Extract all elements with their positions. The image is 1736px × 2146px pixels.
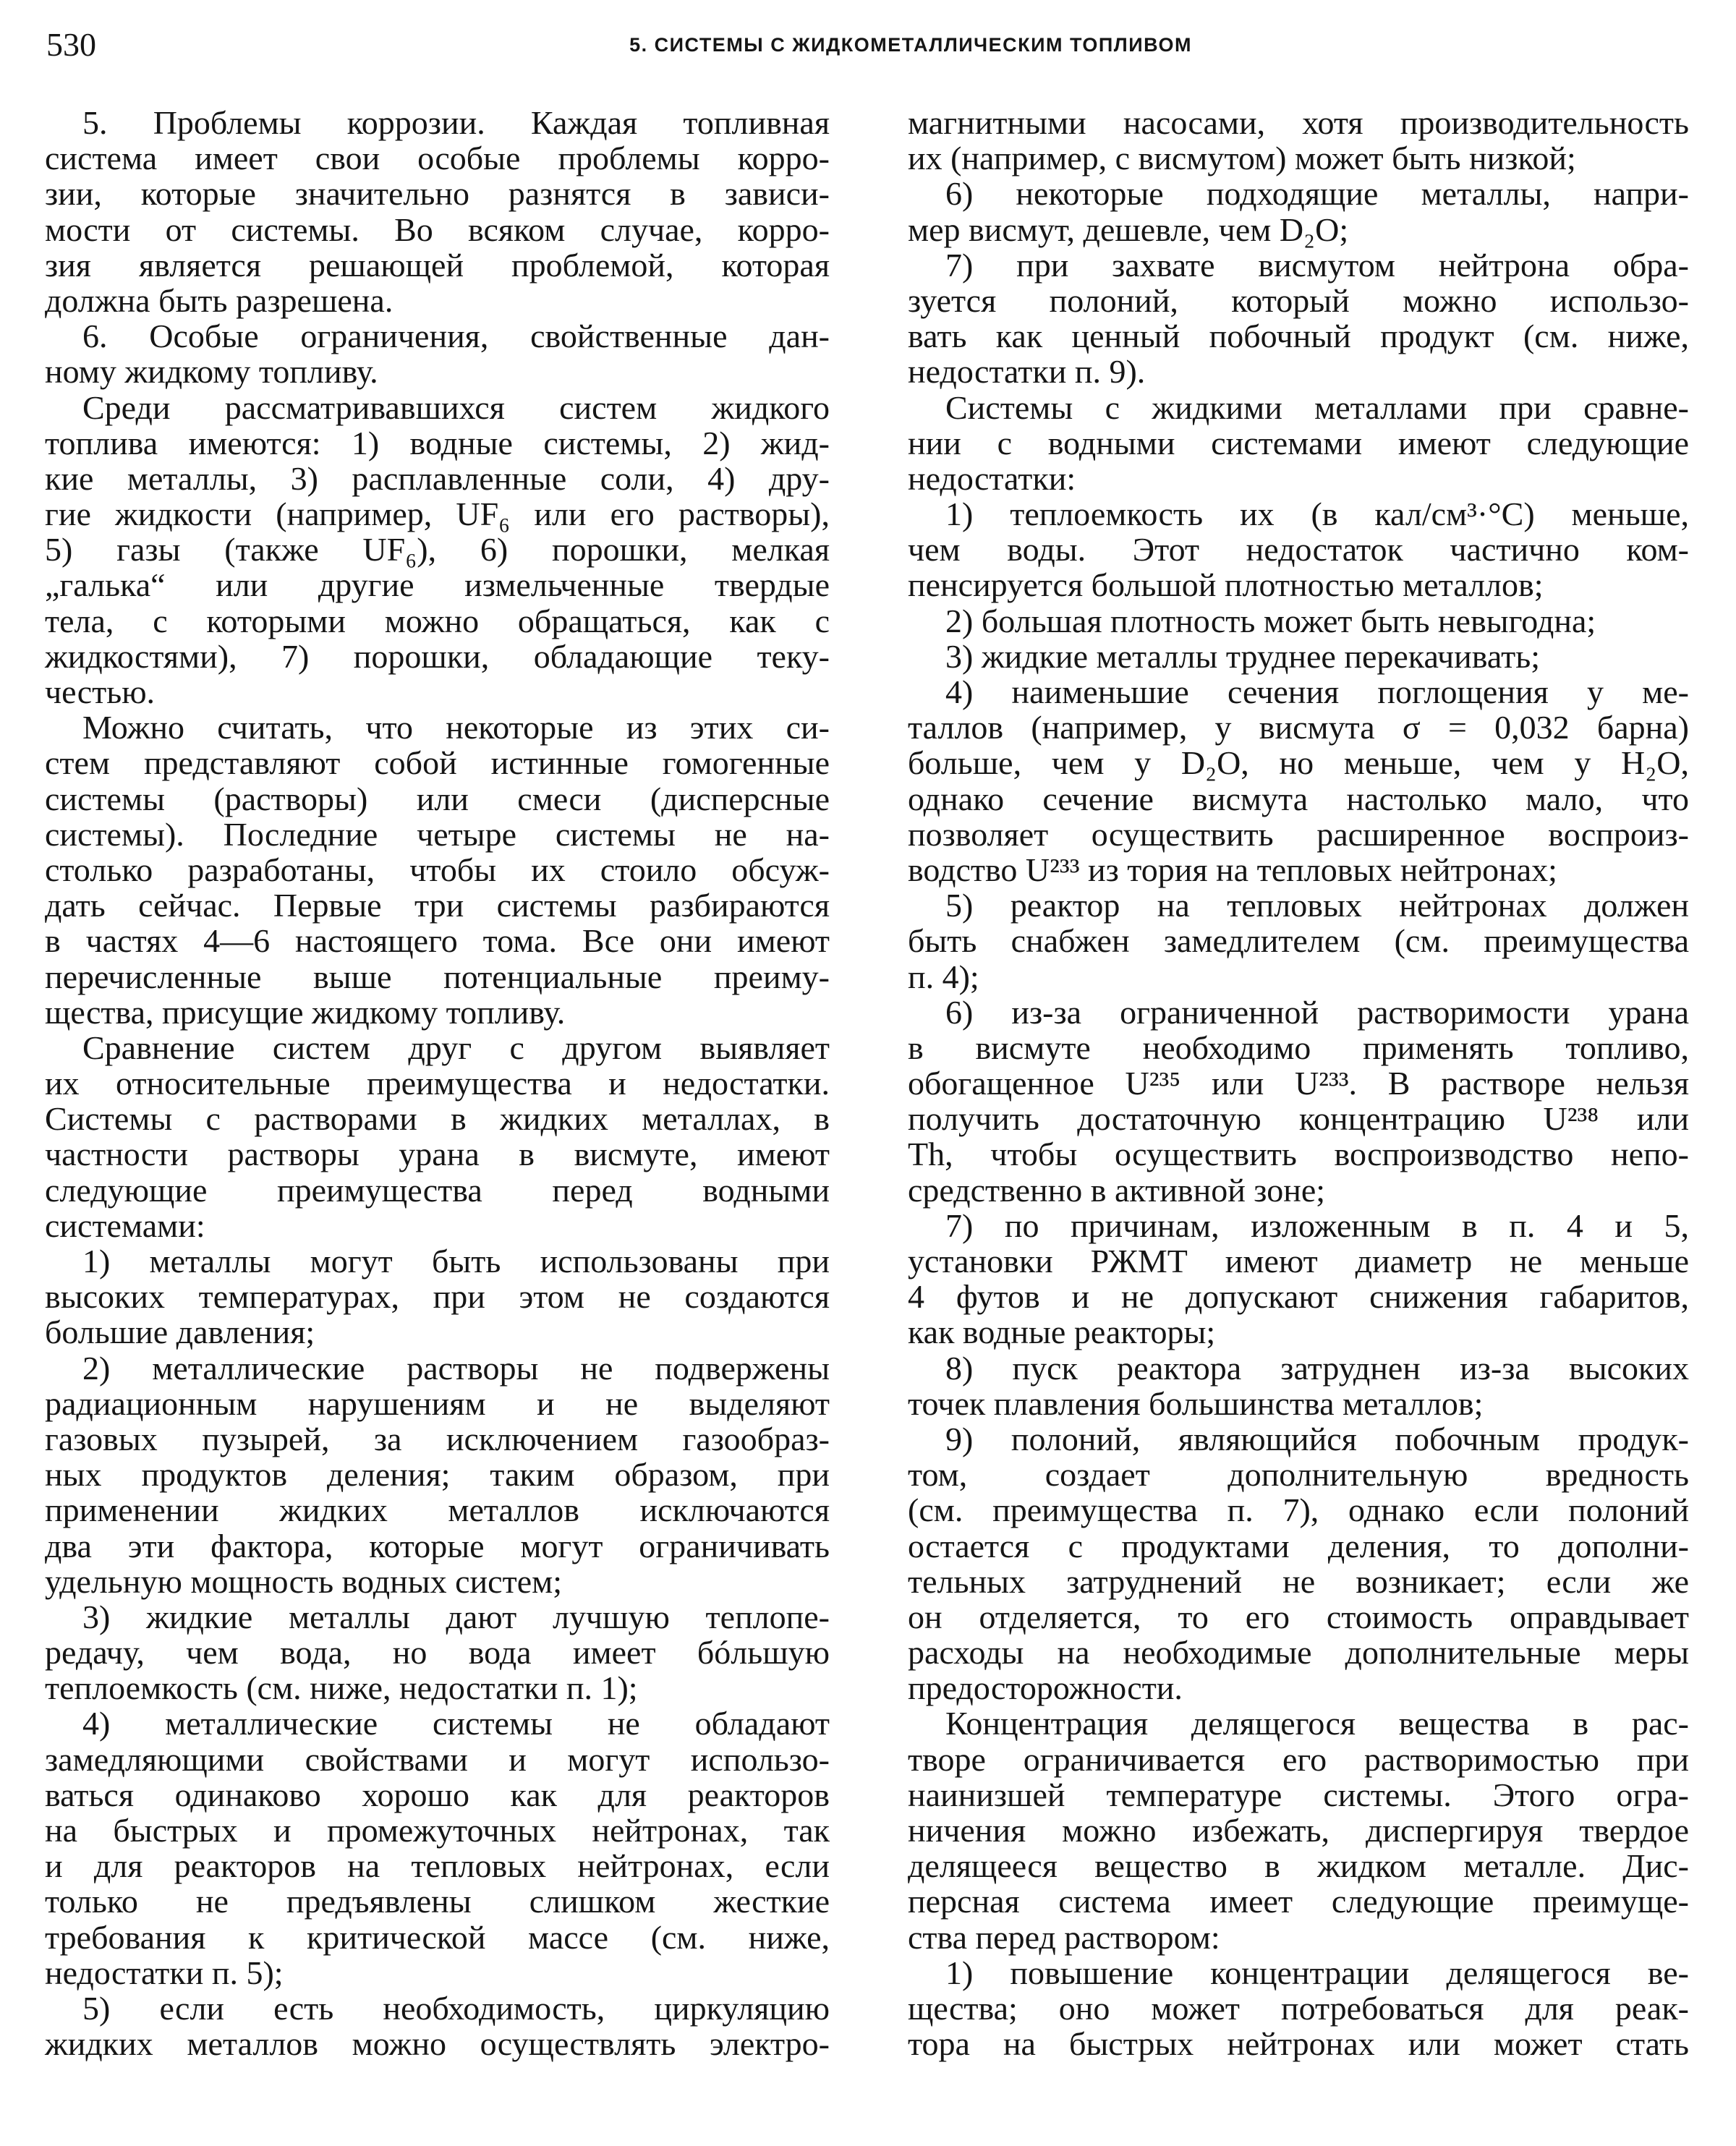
text-line: только не предъявлены слишком жесткие: [45, 1883, 830, 1920]
text-line: системы (растворы) или смеси (дисперсные: [45, 780, 830, 817]
paragraph: [908, 105, 1689, 176]
text-line: средственно в активной зоне;: [908, 1171, 1326, 1209]
right-column: [908, 105, 1689, 2061]
paragraph: [908, 887, 1689, 995]
text-line: столько разработаны, чтобы их стоило обсуж-: [45, 851, 830, 888]
text-line: ных продуктов деления; таким образом, при: [45, 1456, 830, 1494]
text-line: недостатки п. 9).: [908, 353, 1146, 391]
paragraph: [908, 176, 1689, 247]
paragraph: [45, 1350, 830, 1599]
paragraph: [908, 995, 1689, 1208]
text-line: система имеет свои особые проблемы корро-: [45, 140, 830, 177]
text-line: 4 футов и не допускают снижения габаритов,: [908, 1278, 1689, 1316]
text-line: обогащенное U²³⁵ или U²³³. В растворе нельзя: [908, 1065, 1689, 1102]
text-line: 6) из-за ограниченной растворимости урана: [945, 993, 1689, 1031]
text-line: Th, чтобы осуществить воспроизводство непо-: [908, 1136, 1689, 1173]
text-line: щества, присущие жидкому топливу.: [45, 993, 566, 1031]
page-header: [46, 23, 1688, 67]
text-line: на быстрых и промежуточных нейтронах, так: [45, 1812, 830, 1849]
text-line: установки РЖМТ имеют диаметр не меньше: [908, 1243, 1689, 1279]
text-line: недостатки:: [908, 459, 1076, 497]
text-line: жидкостями), 7) порошки, обладающие теку-: [45, 637, 830, 675]
text-line: мости от системы. Во всяком случае, корро-: [45, 210, 830, 248]
running-title: 5. СИСТЕМЫ С ЖИДКОМЕТАЛЛИЧЕСКИМ ТОПЛИВОМ: [629, 34, 1192, 56]
text-line: 1) повышение концентрации делящегося ве-: [945, 1954, 1689, 1991]
text-line: как водные реакторы;: [908, 1313, 1216, 1351]
text-line: 6. Особые ограничения, свойственные дан-: [82, 318, 830, 355]
text-line: удельную мощность водных систем;: [45, 1562, 562, 1600]
text-line: 2) металлические растворы не подвержены: [82, 1349, 830, 1387]
text-line: большие давления;: [45, 1313, 315, 1351]
paragraph: [908, 603, 1689, 639]
text-line: применении жидких металлов исключаются: [45, 1491, 830, 1529]
text-line: и для реакторов на тепловых нейтронах, если: [45, 1847, 830, 1885]
text-line: 2) большая плотность может быть невыгодна;: [945, 602, 1596, 639]
text-line: 5) если есть необходимость, циркуляцию: [82, 1989, 830, 2027]
text-line: кие металлы, 3) расплавленные соли, 4) дру-: [45, 459, 830, 497]
text-line: 6) некоторые подходящие металлы, напри-: [945, 175, 1689, 213]
left-column: [45, 105, 830, 2061]
text-line: тора на быстрых нейтронах или может стать: [908, 2025, 1689, 2063]
text-line: перечисленные выше потенциальные преиму-: [45, 958, 830, 995]
text-line: стем представляют собой истинные гомогенные: [45, 744, 830, 782]
text-line: радиационным нарушениям и не выделяют: [45, 1384, 830, 1422]
text-line: в частях 4—6 настоящего тома. Все они имеют: [45, 922, 830, 960]
text-line: теплоемкость (см. ниже, недостатки п. 1);: [45, 1669, 638, 1707]
text-line: точек плавления большинства металлов;: [908, 1384, 1484, 1422]
text-line: вать как ценный побочный продукт (см. ниже,: [908, 318, 1689, 355]
text-line: 3) жидкие металлы дают лучшую теплопе-: [82, 1598, 830, 1635]
text-line: 1) металлы могут быть использованы при: [82, 1243, 830, 1279]
text-line: в висмуте необходимо применять топливо,: [908, 1029, 1689, 1066]
text-line: таллов (например, у висмута σ = 0,032 барна): [908, 709, 1689, 746]
paragraph: [45, 390, 830, 710]
text-line: замедляющими свойствами и могут использо-: [45, 1740, 830, 1778]
paragraph: [908, 390, 1689, 497]
paragraph: [45, 1599, 830, 1706]
paragraph: [908, 1208, 1689, 1350]
paragraph: [908, 247, 1689, 390]
text-line: мер висмут, дешевле, чем D₂O;: [908, 210, 1349, 248]
page-number: 530: [46, 26, 96, 63]
paragraph: [908, 1955, 1689, 2062]
text-line: 4) наименьшие сечения поглощения у ме-: [945, 673, 1689, 710]
text-line: нии с водными системами имеют следующие: [908, 424, 1689, 461]
paragraph: [908, 1350, 1689, 1421]
text-line: 3) жидкие металлы труднее перекачивать;: [945, 637, 1540, 675]
text-line: дать сейчас. Первые три системы разбираются: [45, 887, 830, 924]
text-line: должна быть разрешена.: [45, 281, 393, 319]
paragraph: [908, 496, 1689, 603]
text-line: Концентрация делящегося вещества в рас-: [945, 1705, 1689, 1742]
text-line: тела, с которыми можно обращаться, как с: [45, 602, 830, 639]
text-line: честью.: [45, 673, 156, 710]
paragraph: [908, 674, 1689, 887]
text-line: тельных затруднений не возникает; если же: [908, 1562, 1689, 1600]
text-line: системы). Последние четыре системы не на-: [45, 815, 830, 853]
text-line: ства перед раствором:: [908, 1918, 1220, 1956]
text-line: недостатки п. 5);: [45, 1954, 284, 1991]
paragraph: [45, 105, 830, 318]
text-line: требования к критической массе (см. ниже,: [45, 1918, 830, 1956]
text-line: системами:: [45, 1206, 205, 1244]
text-line: зия является решающей проблемой, которая: [45, 246, 830, 284]
text-line: магнитными насосами, хотя производительность: [908, 104, 1689, 141]
text-line: Среди рассматривавшихся систем жидкого: [82, 388, 830, 426]
text-line: высоких температурах, при этом не создаются: [45, 1278, 830, 1316]
text-line: делящееся вещество в жидком металле. Дис-: [908, 1847, 1689, 1885]
text-line: расходы на необходимые дополнительные меры: [908, 1634, 1689, 1672]
text-line: щества; оно может потребоваться для реак-: [908, 1989, 1689, 2027]
text-line: жидких металлов можно осуществлять электро-: [45, 2025, 830, 2063]
text-line: гие жидкости (например, UF₆ или его растворы),: [45, 495, 830, 533]
text-line: 1) теплоемкость их (в кал/см³·°С) меньше,: [945, 495, 1689, 533]
text-line: 4) металлические системы не обладают: [82, 1705, 830, 1742]
text-line: редачу, чем вода, но вода имеет бóльшую: [45, 1634, 830, 1672]
text-line: 5. Проблемы коррозии. Каждая топливная: [82, 104, 830, 141]
text-line: топлива имеются: 1) водные системы, 2) жид-: [45, 424, 830, 461]
text-line: Системы с жидкими металлами при сравне-: [945, 388, 1689, 426]
paragraph: [45, 318, 830, 389]
text-line: персная система имеет следующие преимуще-: [908, 1883, 1689, 1920]
text-line: чем воды. Этот недостаток частично ком-: [908, 531, 1689, 569]
paragraph: [45, 1706, 830, 1990]
text-line: 9) полоний, являющийся побочным продук-: [945, 1420, 1689, 1457]
text-line: он отделяется, то его стоимость оправдывает: [908, 1598, 1689, 1635]
text-line: газовых пузырей, за исключением газообраз-: [45, 1420, 830, 1457]
text-line: том, создает дополнительную вредность: [908, 1456, 1689, 1494]
text-line: их относительные преимущества и недостатки.: [45, 1065, 830, 1102]
text-line: два эти фактора, которые могут ограничивать: [45, 1527, 830, 1564]
text-line: 8) пуск реактора затруднен из-за высоких: [945, 1349, 1689, 1387]
text-line: частности растворы урана в висмуте, имеют: [45, 1136, 830, 1173]
text-line: Сравнение систем друг с другом выявляет: [82, 1029, 830, 1066]
text-line: ничения можно избежать, диспергируя твердое: [908, 1812, 1689, 1849]
text-line: больше, чем у D₂O, но меньше, чем у H₂O,: [908, 744, 1689, 782]
paragraph: [45, 1243, 830, 1350]
text-line: позволяет осуществить расширенное воспроиз-: [908, 815, 1689, 853]
text-line: 5) реактор на тепловых нейтронах должен: [945, 887, 1689, 924]
text-line: остается с продуктами деления, то дополни-: [908, 1527, 1689, 1564]
paragraph: [908, 1421, 1689, 1706]
text-line: (см. преимущества п. 7), однако если полоний: [908, 1491, 1689, 1529]
text-line: зии, которые значительно разнятся в зависи-: [45, 175, 830, 213]
text-line: пенсируется большой плотностью металлов;: [908, 566, 1544, 604]
paragraph: [908, 1706, 1689, 1954]
text-line: ваться одинаково хорошо как для реакторов: [45, 1776, 830, 1813]
text-line: ному жидкому топливу.: [45, 353, 378, 391]
paragraph: [45, 1990, 830, 2061]
text-line: водство U²³³ из тория на тепловых нейтронах;: [908, 851, 1557, 888]
text-line: Можно считать, что некоторые из этих си-: [82, 709, 830, 746]
paragraph: [908, 639, 1689, 674]
text-line: п. 4);: [908, 958, 979, 995]
text-line: 7) по причинам, изложенным в п. 4 и 5,: [945, 1206, 1689, 1244]
text-line: зуется полоний, который можно использо-: [908, 281, 1689, 319]
text-line: Системы с растворами в жидких металлах, в: [45, 1100, 830, 1138]
text-line: следующие преимущества перед водными: [45, 1171, 830, 1209]
text-line: предосторожности.: [908, 1669, 1183, 1707]
text-line: творе ограничивается его растворимостью при: [908, 1740, 1689, 1778]
text-line: наинизшей температуре системы. Этого огра-: [908, 1776, 1689, 1813]
text-line: 7) при захвате висмутом нейтрона обра-: [945, 246, 1689, 284]
text-line: „галька“ или другие измельченные твердые: [45, 566, 830, 604]
text-line: получить достаточную концентрацию U²³⁸ или: [908, 1100, 1689, 1138]
paragraph: [45, 710, 830, 1030]
text-line: однако сечение висмута настолько мало, что: [908, 780, 1689, 817]
text-line: их (например, с висмутом) может быть низкой;: [908, 140, 1576, 177]
text-line: быть снабжен замедлителем (см. преимущества: [908, 922, 1689, 960]
text-line: 5) газы (также UF₆), 6) порошки, мелкая: [45, 531, 830, 569]
paragraph: [45, 1030, 830, 1243]
